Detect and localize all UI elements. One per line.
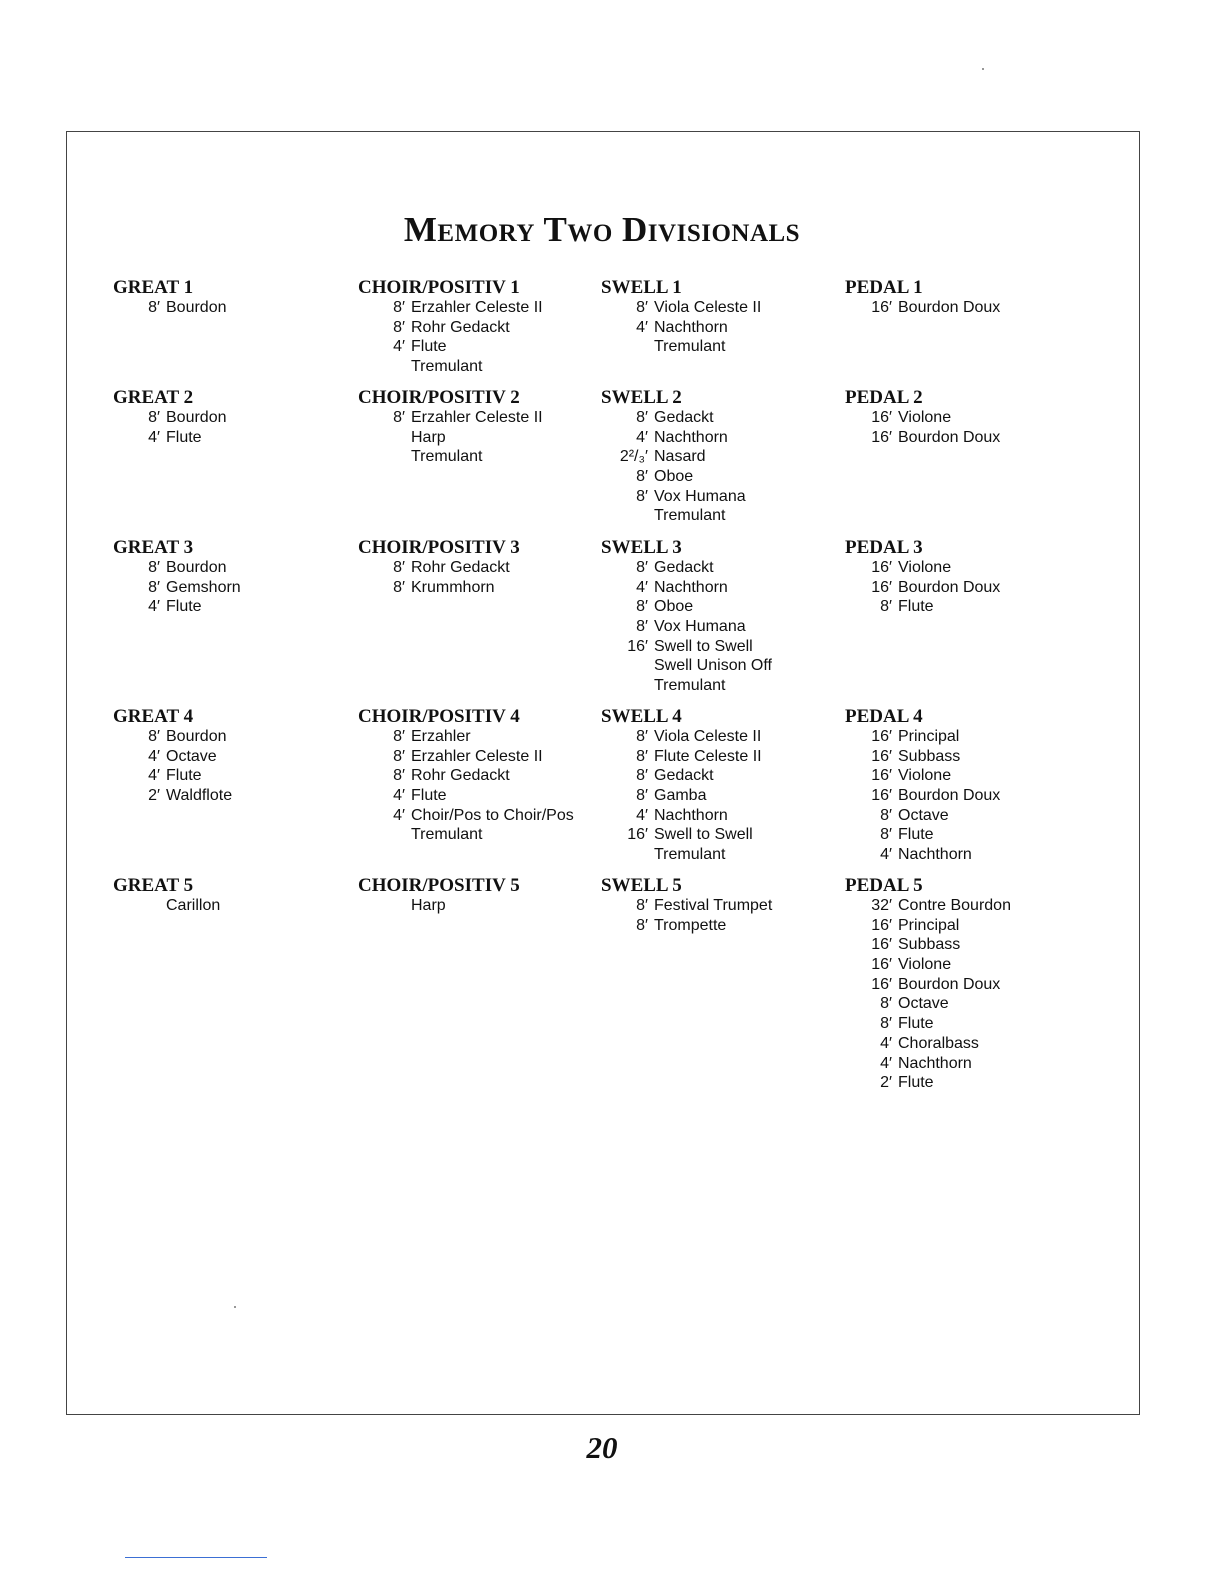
stop-name: Vox Humana xyxy=(654,618,746,636)
stop-pitch: 16′ xyxy=(871,428,892,446)
stop-pitch: 4′ xyxy=(636,578,648,596)
stop-pitch xyxy=(601,656,654,676)
stop-row xyxy=(845,298,1000,318)
stop-pitch: 8′ xyxy=(393,728,405,745)
stop-name: Erzahler Celeste II xyxy=(411,747,543,765)
stop-pitch: 2²/₃′ xyxy=(619,448,648,466)
divisional-group xyxy=(601,538,772,696)
stop-name: Octave xyxy=(898,806,949,824)
stop-row xyxy=(358,447,543,467)
divisional-group xyxy=(845,876,1011,1093)
stop-name: Carillon xyxy=(166,897,221,914)
stop-row xyxy=(113,578,241,598)
stop-row xyxy=(601,337,761,357)
scan-speck xyxy=(234,1306,236,1308)
stop-pitch xyxy=(113,896,166,916)
stop-pitch xyxy=(358,357,411,377)
stop-pitch: 4′ xyxy=(393,806,405,824)
stop-pitch xyxy=(601,506,654,526)
stop-pitch: 8′ xyxy=(636,728,648,745)
stop-name: Rohr Gedackt xyxy=(411,559,510,576)
stop-name: Violone xyxy=(898,767,952,785)
stop-pitch: 8′ xyxy=(393,578,405,596)
stop-name: Tremulant xyxy=(411,826,483,844)
stop-pitch xyxy=(358,428,411,448)
divisional-group xyxy=(845,707,1000,865)
stop-name: Gamba xyxy=(654,787,707,805)
stop-pitch: 4′ xyxy=(148,767,160,785)
stop-pitch: 16′ xyxy=(871,559,892,576)
divisional-title: CHOIR/POSITIV 4 xyxy=(358,706,520,727)
stop-pitch: 8′ xyxy=(393,747,405,765)
stop-pitch: 8′ xyxy=(148,409,160,426)
stop-pitch: 4′ xyxy=(148,598,160,616)
stop-row xyxy=(845,955,1011,975)
stop-name: Swell to Swell xyxy=(654,826,753,844)
stop-name: Violone xyxy=(898,559,952,576)
divisional-group xyxy=(113,707,232,806)
stop-row xyxy=(601,637,772,657)
stop-name: Krummhorn xyxy=(411,578,495,596)
stop-row xyxy=(845,428,1000,448)
stop-row xyxy=(601,318,761,338)
divisional-title: GREAT 4 xyxy=(113,706,194,727)
stop-row xyxy=(845,825,1000,845)
stop-row xyxy=(601,786,762,806)
stop-row xyxy=(601,766,762,786)
stop-name: Flute xyxy=(411,338,447,356)
stop-name: Flute xyxy=(166,598,202,616)
stop-row xyxy=(113,896,220,916)
stop-name: Rohr Gedackt xyxy=(411,767,510,785)
stop-pitch xyxy=(358,896,411,916)
stop-name: Nasard xyxy=(654,448,706,466)
stop-name: Bourdon xyxy=(166,728,227,745)
stop-pitch: 16′ xyxy=(871,728,892,745)
divisional-title: CHOIR/POSITIV 5 xyxy=(358,875,520,896)
stop-name: Nachthorn xyxy=(898,846,972,864)
stop-pitch: 8′ xyxy=(880,806,892,824)
stop-row xyxy=(358,558,520,578)
stop-pitch: 4′ xyxy=(880,1054,892,1072)
stop-pitch: 8′ xyxy=(636,916,648,934)
stop-pitch: 16′ xyxy=(627,637,648,655)
divisional-group xyxy=(358,278,543,377)
page-number: 20 xyxy=(586,1430,618,1465)
stop-row xyxy=(358,806,574,826)
stop-pitch: 8′ xyxy=(393,409,405,426)
stop-row xyxy=(113,408,227,428)
stop-row xyxy=(113,428,227,448)
stop-name: Harp xyxy=(411,428,446,446)
divisional-title: GREAT 5 xyxy=(113,875,194,896)
stop-name: Tremulant xyxy=(411,448,483,466)
divisional-title: PEDAL 5 xyxy=(845,875,923,896)
stop-pitch: 4′ xyxy=(148,747,160,765)
divisional-group xyxy=(845,538,1000,617)
stop-name: Principal xyxy=(898,916,960,934)
divisional-title: CHOIR/POSITIV 2 xyxy=(358,387,520,408)
divisional-title: SWELL 3 xyxy=(601,537,682,558)
stop-pitch: 2′ xyxy=(880,1074,892,1092)
stop-row xyxy=(601,597,772,617)
stop-pitch: 8′ xyxy=(636,767,648,785)
stop-row xyxy=(358,766,574,786)
stop-row xyxy=(845,1073,1011,1093)
stop-pitch: 8′ xyxy=(880,598,892,616)
stop-name: Erzahler Celeste II xyxy=(411,409,543,426)
divisional-title: SWELL 4 xyxy=(601,706,682,727)
stop-pitch: 4′ xyxy=(393,338,405,356)
divisional-title: PEDAL 2 xyxy=(845,387,923,408)
stop-pitch: 8′ xyxy=(393,767,405,785)
stop-name: Choir/Pos to Choir/Pos xyxy=(411,806,574,824)
stop-name: Erzahler Celeste II xyxy=(411,299,543,316)
stop-row xyxy=(601,428,746,448)
stop-row xyxy=(113,558,241,578)
divisional-group xyxy=(358,707,574,845)
stop-pitch xyxy=(601,676,654,696)
stop-row xyxy=(845,1054,1011,1074)
divisional-title: PEDAL 1 xyxy=(845,277,923,298)
stop-row xyxy=(358,318,543,338)
stop-row xyxy=(845,916,1011,936)
stop-name: Waldflote xyxy=(166,787,233,805)
stop-pitch: 8′ xyxy=(148,559,160,576)
stop-name: Nachthorn xyxy=(654,806,728,824)
stop-row xyxy=(601,408,746,428)
stop-name: Nachthorn xyxy=(654,428,728,446)
stop-row xyxy=(358,896,520,916)
divisional-title: GREAT 1 xyxy=(113,277,194,298)
stop-name: Tremulant xyxy=(654,338,726,356)
divisional-title: PEDAL 3 xyxy=(845,537,923,558)
stop-pitch: 8′ xyxy=(393,318,405,336)
stop-pitch: 16′ xyxy=(871,299,892,316)
divisional-group xyxy=(845,388,1000,447)
stop-row xyxy=(358,578,520,598)
stop-row xyxy=(601,298,761,318)
stop-name: Gedackt xyxy=(654,559,714,576)
stop-name: Gedackt xyxy=(654,767,714,785)
stop-pitch: 8′ xyxy=(393,299,405,316)
stop-pitch: 16′ xyxy=(871,409,892,426)
stop-name: Bourdon xyxy=(166,559,227,576)
stop-row xyxy=(358,747,574,767)
stop-row xyxy=(358,408,543,428)
stop-row xyxy=(601,916,772,936)
stop-pitch: 4′ xyxy=(636,318,648,336)
blue-underline-mark xyxy=(125,1557,267,1558)
stop-row xyxy=(358,428,543,448)
stop-pitch: 2′ xyxy=(148,787,160,805)
stop-row xyxy=(845,597,1000,617)
stop-pitch: 16′ xyxy=(871,956,892,974)
stop-pitch: 8′ xyxy=(148,728,160,745)
stop-name: Bourdon xyxy=(166,299,227,316)
stop-pitch: 8′ xyxy=(880,826,892,844)
divisional-group xyxy=(601,278,761,357)
stop-name: Flute xyxy=(898,1015,934,1033)
stop-name: Violone xyxy=(898,409,952,426)
divisional-title: SWELL 1 xyxy=(601,277,682,298)
stop-row xyxy=(113,786,232,806)
stop-pitch xyxy=(358,447,411,467)
stop-row xyxy=(601,578,772,598)
stop-pitch: 4′ xyxy=(880,1034,892,1052)
stop-name: Trompette xyxy=(654,916,727,934)
stop-pitch: 8′ xyxy=(636,897,648,914)
stop-pitch: 8′ xyxy=(636,787,648,805)
stop-pitch: 8′ xyxy=(636,559,648,576)
divisional-group xyxy=(601,707,762,865)
divisional-title: GREAT 3 xyxy=(113,537,194,558)
stop-name: Flute xyxy=(166,428,202,446)
stop-name: Tremulant xyxy=(411,358,483,376)
stop-pitch: 8′ xyxy=(393,559,405,576)
stop-name: Oboe xyxy=(654,598,694,616)
stop-row xyxy=(845,1014,1011,1034)
stop-pitch: 8′ xyxy=(636,598,648,616)
stop-row xyxy=(601,467,746,487)
stop-name: Viola Celeste II xyxy=(654,299,762,316)
stop-name: Tremulant xyxy=(654,677,726,695)
stop-name: Swell Unison Off xyxy=(654,657,772,675)
stop-name: Swell to Swell xyxy=(654,637,753,655)
stop-pitch: 8′ xyxy=(148,578,160,596)
stop-name: Tremulant xyxy=(654,507,726,525)
stop-row xyxy=(113,766,232,786)
stop-pitch: 4′ xyxy=(880,846,892,864)
stop-name: Subbass xyxy=(898,747,961,765)
stop-name: Flute xyxy=(166,767,202,785)
stop-name: Octave xyxy=(166,747,217,765)
stop-name: Rohr Gedackt xyxy=(411,318,510,336)
stop-pitch: 8′ xyxy=(636,409,648,426)
stop-name: Bourdon Doux xyxy=(898,787,1001,805)
stop-pitch: 8′ xyxy=(880,995,892,1013)
stop-name: Nachthorn xyxy=(654,318,728,336)
stop-row xyxy=(845,806,1000,826)
divisional-group xyxy=(358,388,543,467)
divisional-title: SWELL 5 xyxy=(601,875,682,896)
stop-row xyxy=(845,896,1011,916)
divisional-title: CHOIR/POSITIV 1 xyxy=(358,277,520,298)
stop-row xyxy=(845,766,1000,786)
stop-pitch: 8′ xyxy=(148,299,160,316)
stop-pitch: 4′ xyxy=(636,428,648,446)
stop-pitch: 8′ xyxy=(636,487,648,505)
stop-pitch: 16′ xyxy=(871,767,892,785)
stop-row xyxy=(845,845,1000,865)
stop-pitch xyxy=(601,845,654,865)
stop-pitch: 32′ xyxy=(871,897,892,914)
stop-pitch: 8′ xyxy=(636,618,648,636)
scan-speck xyxy=(982,68,984,70)
stop-row xyxy=(601,558,772,578)
stop-row xyxy=(113,597,241,617)
stop-row xyxy=(845,1034,1011,1054)
stop-pitch: 4′ xyxy=(148,428,160,446)
stop-name: Bourdon Doux xyxy=(898,975,1001,993)
divisional-group xyxy=(113,876,220,916)
stop-row xyxy=(601,676,772,696)
stop-row xyxy=(601,747,762,767)
stop-name: Viola Celeste II xyxy=(654,728,762,745)
stop-row xyxy=(113,747,232,767)
stop-row xyxy=(601,825,762,845)
stop-name: Choralbass xyxy=(898,1034,979,1052)
stop-name: Festival Trumpet xyxy=(654,897,773,914)
stop-row xyxy=(601,447,746,467)
stop-row xyxy=(601,845,762,865)
stop-name: Flute xyxy=(411,787,447,805)
stop-row xyxy=(845,727,1000,747)
stop-name: Gedackt xyxy=(654,409,714,426)
divisional-group xyxy=(358,538,520,597)
stop-name: Flute xyxy=(898,598,934,616)
stop-name: Subbass xyxy=(898,936,961,954)
stop-name: Violone xyxy=(898,956,952,974)
stop-name: Harp xyxy=(411,897,446,914)
divisional-group xyxy=(601,876,772,935)
stop-row xyxy=(601,727,762,747)
stop-name: Gemshorn xyxy=(166,578,241,596)
divisional-group xyxy=(113,278,227,318)
divisional-group xyxy=(113,388,227,447)
stop-name: Tremulant xyxy=(654,846,726,864)
stop-row xyxy=(845,935,1011,955)
stop-row xyxy=(845,786,1000,806)
stop-row xyxy=(358,786,574,806)
stop-pitch: 16′ xyxy=(627,826,648,844)
stop-row xyxy=(358,337,543,357)
stop-row xyxy=(845,975,1011,995)
stop-row xyxy=(601,617,772,637)
stop-row xyxy=(601,806,762,826)
stop-row xyxy=(845,558,1000,578)
divisional-title: PEDAL 4 xyxy=(845,706,923,727)
divisional-group xyxy=(845,278,1000,318)
stop-row xyxy=(113,298,227,318)
stop-name: Vox Humana xyxy=(654,487,746,505)
stop-pitch: 16′ xyxy=(871,787,892,805)
stop-name: Oboe xyxy=(654,468,694,486)
stop-row xyxy=(845,994,1011,1014)
stop-row xyxy=(601,487,746,507)
stop-name: Principal xyxy=(898,728,960,745)
stop-name: Flute Celeste II xyxy=(654,747,762,765)
stop-name: Flute xyxy=(898,1074,934,1092)
stop-pitch: 16′ xyxy=(871,578,892,596)
divisional-title: GREAT 2 xyxy=(113,387,194,408)
stop-name: Nachthorn xyxy=(654,578,728,596)
divisional-group xyxy=(358,876,520,916)
stop-pitch: 8′ xyxy=(880,1015,892,1033)
stop-row xyxy=(113,727,232,747)
stop-name: Bourdon xyxy=(166,409,227,426)
stop-name: Nachthorn xyxy=(898,1054,972,1072)
stop-pitch: 8′ xyxy=(636,747,648,765)
stop-pitch: 4′ xyxy=(636,806,648,824)
stop-name: Contre Bourdon xyxy=(898,897,1011,914)
stop-row xyxy=(601,506,746,526)
stop-name: Erzahler xyxy=(411,728,471,745)
stop-pitch: 8′ xyxy=(636,299,648,316)
stop-row xyxy=(358,298,543,318)
stop-row xyxy=(845,408,1000,428)
page-title: Memory Two Divisionals xyxy=(403,210,801,249)
divisional-group xyxy=(113,538,241,617)
stop-name: Flute xyxy=(898,826,934,844)
stop-pitch xyxy=(358,825,411,845)
stop-row xyxy=(845,578,1000,598)
stop-row xyxy=(601,656,772,676)
stop-pitch: 4′ xyxy=(393,787,405,805)
divisional-title: SWELL 2 xyxy=(601,387,682,408)
divisional-title: CHOIR/POSITIV 3 xyxy=(358,537,520,558)
stop-pitch xyxy=(601,337,654,357)
stop-pitch: 16′ xyxy=(871,975,892,993)
stop-name: Bourdon Doux xyxy=(898,428,1001,446)
stop-name: Bourdon Doux xyxy=(898,578,1001,596)
stop-pitch: 8′ xyxy=(636,468,648,486)
stop-row xyxy=(845,747,1000,767)
stop-pitch: 16′ xyxy=(871,916,892,934)
stop-row xyxy=(358,727,574,747)
stop-name: Octave xyxy=(898,995,949,1013)
stop-row xyxy=(358,357,543,377)
stop-pitch: 16′ xyxy=(871,747,892,765)
stop-row xyxy=(358,825,574,845)
stop-row xyxy=(601,896,772,916)
divisional-group xyxy=(601,388,746,526)
stop-name: Bourdon Doux xyxy=(898,299,1001,316)
stop-pitch: 16′ xyxy=(871,936,892,954)
